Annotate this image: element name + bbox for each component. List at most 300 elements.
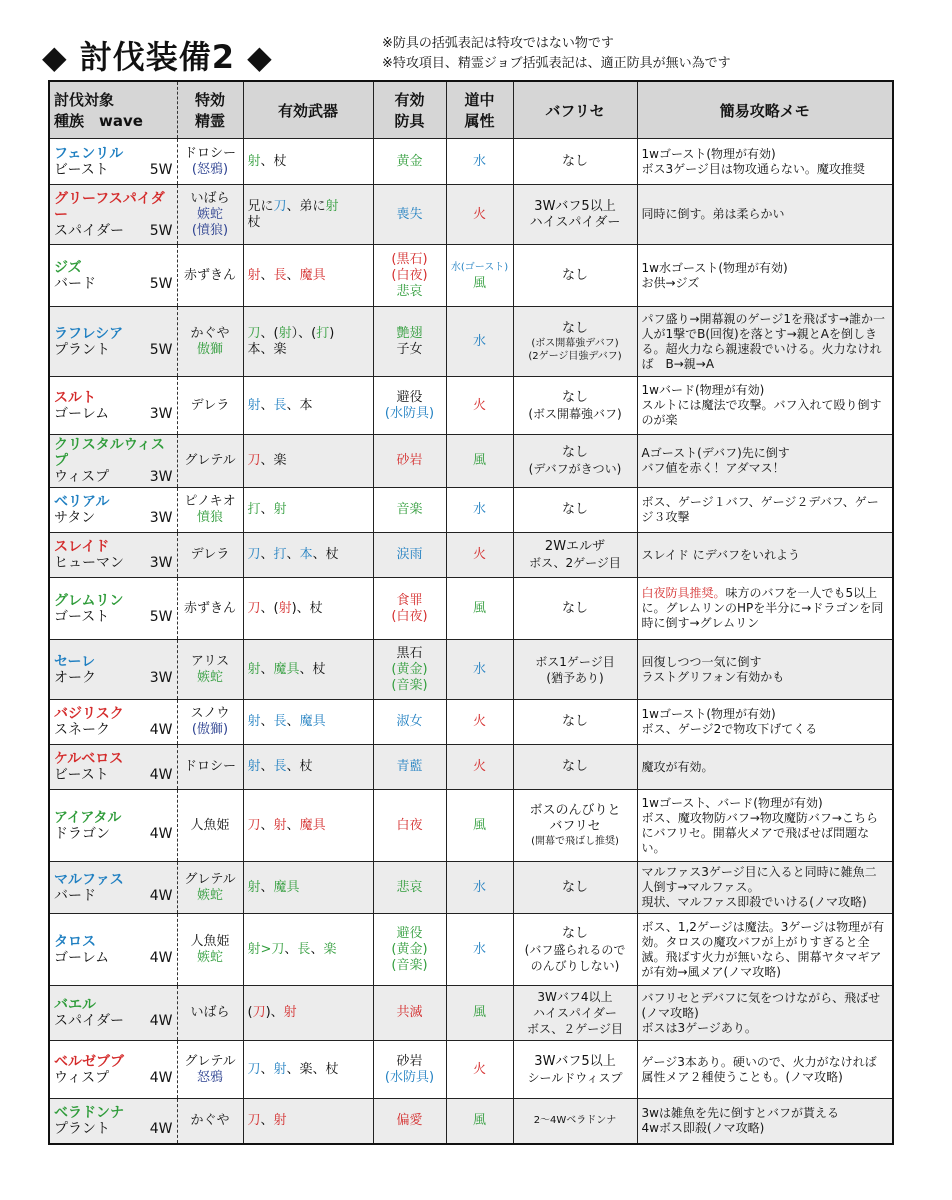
target-name: バジリスク [54, 706, 124, 722]
weapon-text: 、杖 [260, 153, 287, 169]
weapon-text: 射 [273, 1061, 287, 1077]
target-race: ウィスプ [54, 1069, 110, 1086]
memo-cell [637, 435, 893, 488]
target-cell [49, 862, 177, 914]
buff-text: なし [561, 502, 588, 517]
weapon-text: 、杖 [312, 547, 339, 562]
buff-cell [513, 139, 637, 185]
buff-text: (2ゲージ目強デバフ) [528, 350, 622, 362]
attr-text: 水(ゴースト) [450, 261, 509, 273]
table-row [49, 435, 893, 488]
attr-text: 水 [472, 153, 486, 169]
target-wave: 4W [149, 1120, 173, 1137]
weapon-text: 射 [247, 661, 261, 677]
header-memo: 簡易攻略メモ [637, 81, 893, 139]
header-weapon: 有効武器 [243, 81, 373, 139]
buff-text: (ボス開幕強バフ) [528, 406, 622, 421]
weapon-text: 刀 [247, 325, 261, 341]
memo-cell [637, 862, 893, 914]
spirit-cell [177, 862, 243, 914]
memo-cell [637, 700, 893, 745]
armor-cell [373, 533, 446, 578]
spirit-cell [177, 435, 243, 488]
attr-cell [446, 307, 513, 377]
target-cell [49, 435, 177, 488]
target-cell [49, 745, 177, 790]
target-race: ゴーレム [54, 949, 110, 966]
weapon-text: 長 [273, 714, 287, 729]
weapon-cell [243, 1041, 373, 1099]
weapon-cell [243, 640, 373, 700]
target-wave: 5W [149, 341, 173, 358]
buff-text: なし [561, 320, 588, 336]
target-cell [49, 307, 177, 377]
weapon-text: 、( [260, 325, 279, 341]
attr-text: 火 [472, 759, 486, 774]
spirit-text: アリス [190, 653, 230, 669]
spirit-text: デレラ [190, 397, 230, 413]
spirit-text: 赤ずきん [183, 600, 236, 616]
spirit-cell [177, 1099, 243, 1144]
target-race-wave [54, 510, 173, 526]
table-row [49, 862, 893, 914]
armor-text: 青藍 [396, 759, 423, 774]
attr-text: 水 [472, 661, 486, 677]
notes [382, 34, 731, 74]
weapon-text: 、 [260, 759, 274, 774]
table-row [49, 185, 893, 245]
table-body [49, 139, 893, 1144]
attr-text: 風 [472, 817, 486, 833]
target-race: スパイダー [54, 222, 124, 239]
weapon-text: 、 [260, 714, 274, 729]
memo-cell [637, 986, 893, 1041]
note-line: ※防具の括弧表記は特攻ではない物です [382, 36, 614, 51]
attr-text: 水 [472, 502, 486, 517]
weapon-text: 、 [286, 547, 300, 562]
buff-cell [513, 640, 637, 700]
buff-text: ボス、２ゲージ目 [526, 1022, 624, 1036]
buff-text: 2Wエルザ [544, 539, 606, 554]
target-wave: 4W [149, 949, 173, 966]
weapon-text: 射 [273, 817, 287, 833]
target-wave: 5W [149, 161, 173, 178]
weapon-text: 、 [260, 397, 274, 413]
target-race: スネーク [54, 722, 110, 738]
memo-text: ゲージ3本あり。硬いので、火力がなければ属性メア２種使うことも。(ノマ攻略) [641, 1054, 877, 1084]
memo-text: ボスは3ゲージあり。 [641, 1020, 757, 1035]
armor-text: 淑女 [396, 714, 423, 729]
buff-cell [513, 435, 637, 488]
buff-cell [513, 533, 637, 578]
armor-cell [373, 578, 446, 640]
weapon-text: 、弟に [286, 198, 326, 214]
table-row [49, 640, 893, 700]
target-name: アイアタル [54, 809, 122, 826]
target-wave: 3W [149, 405, 173, 422]
weapon-text: 打 [247, 502, 261, 517]
target-race: ビースト [54, 161, 109, 178]
table-row [49, 914, 893, 986]
spirit-text: グレテル [184, 871, 236, 887]
weapon-text: 、楽 [260, 453, 287, 468]
weapon-text: 刀 [247, 600, 261, 616]
target-cell [49, 914, 177, 986]
target-wave: 3W [149, 555, 173, 571]
weapon-cell [243, 307, 373, 377]
spirit-text: 嫉蛇 [196, 887, 223, 903]
attr-cell [446, 1099, 513, 1144]
spirit-text: グレテル [184, 1053, 236, 1069]
weapon-text: 、 [260, 547, 274, 562]
armor-text: 共滅 [396, 1005, 423, 1020]
spirit-cell [177, 745, 243, 790]
memo-text: 1w水ゴースト(物理が有効) [641, 260, 788, 275]
memo-text: ボス、ゲージ１バフ、ゲージ２デバフ、ゲージ３攻撃 [641, 495, 879, 524]
memo-text: パフ盛り→開幕親のゲージ1を飛ばす→誰か一人が1撃でB(回復)を落とす→親とAを倒しきる。超火力なら親速殺でいける。火力なければ B→親→A [641, 311, 886, 371]
spirit-text: スノウ [190, 706, 230, 721]
armor-cell [373, 640, 446, 700]
memo-text: 魔攻が有効。 [641, 759, 714, 774]
memo-cell [637, 245, 893, 307]
memo-text: 4wボス即殺(ノマ攻略) [641, 1120, 765, 1135]
buff-cell [513, 862, 637, 914]
weapon-text: 、( [260, 600, 279, 616]
memo-text: 1wバード(物理が有効) [641, 383, 765, 397]
weapon-cell [243, 700, 373, 745]
weapon-text: 、 [260, 1061, 274, 1077]
attr-text: 風 [472, 600, 486, 616]
armor-cell [373, 700, 446, 745]
weapon-text: 魔具 [273, 661, 300, 677]
memo-text: ラストグリフォン有効かも [641, 669, 785, 684]
armor-cell [373, 745, 446, 790]
weapon-text: 、 [260, 879, 274, 895]
spirit-cell [177, 914, 243, 986]
table-row [49, 533, 893, 578]
buff-cell [513, 1099, 637, 1144]
spirit-cell [177, 245, 243, 307]
weapon-text: 射 [325, 198, 339, 214]
buff-text: ハイスパイダー [533, 1006, 617, 1020]
armor-cell [373, 245, 446, 307]
weapon-text: 、杖 [286, 759, 313, 774]
table-row [49, 790, 893, 862]
armor-text: 避役 [396, 925, 423, 941]
target-name: グレムリン [54, 592, 124, 609]
subjugation-table [48, 80, 894, 1145]
memo-text: 現状、マルファス即殺でいける(ノマ攻略) [641, 895, 867, 909]
memo-text: 1wゴースト(物理が有効) [641, 707, 776, 721]
attr-cell [446, 488, 513, 533]
target-cell [49, 377, 177, 435]
note-line: ※特攻項目、精霊ジョブ括弧表記は、適正防具が無い為です [382, 56, 731, 71]
buff-cell [513, 914, 637, 986]
weapon-text: 射>刀 [247, 941, 285, 957]
attr-cell [446, 435, 513, 488]
weapon-text: 刀 [252, 1005, 266, 1020]
spirit-text: 嫉蛇 [196, 949, 223, 965]
memo-text: マルファス3ゲージ目に入ると同時に雑魚二人倒す→マルファス。 [641, 865, 877, 894]
armor-cell [373, 986, 446, 1041]
buff-text: (バフ盛られるので [524, 942, 626, 957]
buff-text: 2～4Wベラドンナ [533, 1115, 617, 1127]
armor-text: (黄金) [391, 941, 428, 957]
spirit-cell [177, 307, 243, 377]
attr-cell [446, 986, 513, 1041]
weapon-cell [243, 377, 373, 435]
spirit-text: (憤狼) [191, 222, 229, 238]
memo-cell [637, 745, 893, 790]
spirit-cell [177, 700, 243, 745]
armor-cell [373, 790, 446, 862]
buff-text: なし [561, 389, 588, 405]
buff-text: のんびりしない) [530, 958, 620, 973]
buff-cell [513, 700, 637, 745]
header-spirit: 特効 精霊 [177, 81, 243, 139]
memo-cell [637, 640, 893, 700]
target-cell [49, 245, 177, 307]
weapon-text: 刀 [247, 817, 261, 833]
weapon-text: 、 [260, 502, 274, 517]
armor-text: 食罪 [396, 592, 423, 608]
armor-text: (音楽) [391, 957, 428, 973]
weapon-cell [243, 986, 373, 1041]
attr-cell [446, 790, 513, 862]
target-name: ケルベロス [54, 751, 124, 767]
spirit-cell [177, 377, 243, 435]
armor-cell [373, 862, 446, 914]
spirit-text: 傲獅 [196, 341, 223, 357]
memo-cell [637, 307, 893, 377]
attr-cell [446, 139, 513, 185]
target-wave: 4W [149, 1069, 173, 1086]
header-buff-reset: バフリセ [513, 81, 637, 139]
table-row [49, 245, 893, 307]
weapon-cell [243, 914, 373, 986]
memo-cell [637, 185, 893, 245]
buff-cell [513, 1041, 637, 1099]
armor-text: 悲哀 [396, 283, 423, 299]
armor-text: (水防具) [384, 1069, 435, 1085]
attr-text: 火 [472, 1061, 486, 1077]
attr-cell [446, 700, 513, 745]
memo-cell [637, 790, 893, 862]
buff-cell [513, 578, 637, 640]
table-row [49, 700, 893, 745]
buff-text: なし [561, 153, 588, 169]
weapon-text: 打 [316, 325, 330, 341]
target-wave: 5W [149, 275, 173, 292]
weapon-text: 射 [247, 397, 261, 413]
weapon-text: 長 [273, 267, 287, 283]
target-race: ゴースト [54, 608, 110, 625]
target-wave: 4W [149, 722, 173, 738]
attr-cell [446, 862, 513, 914]
armor-text: (白夜) [391, 267, 428, 283]
buff-text: なし [561, 600, 588, 616]
attr-cell [446, 578, 513, 640]
weapon-text: 、 [260, 817, 274, 833]
weapon-text: 射 [278, 600, 292, 616]
spirit-cell [177, 640, 243, 700]
memo-text: ボス、1,2ゲージは魔法。3ゲージは物理が有効。タロスの魔攻バフが上がりすぎると全滅。飛ばす火力が無いなら、開幕ヤタマギアが有効→風メア(ノマ攻略) [641, 919, 885, 979]
weapon-text: 刀 [247, 547, 261, 562]
weapon-cell [243, 185, 373, 245]
weapon-cell [243, 435, 373, 488]
memo-cell [637, 578, 893, 640]
weapon-text: 、 [260, 661, 274, 677]
weapon-cell [243, 745, 373, 790]
spirit-text: 赤ずきん [183, 267, 236, 283]
buff-text: ボス1ゲージ目 [535, 654, 615, 669]
target-race: オーク [54, 669, 96, 686]
target-name: ベラドンナ [54, 1104, 124, 1121]
weapon-text: 、楽、杖 [286, 1061, 339, 1077]
armor-cell [373, 185, 446, 245]
weapon-text: )、 [265, 1005, 284, 1020]
weapon-cell [243, 862, 373, 914]
buff-cell [513, 307, 637, 377]
weapon-text: 魔具 [299, 267, 326, 283]
attr-cell [446, 914, 513, 986]
memo-text: 回復しつつ一気に倒す [641, 654, 762, 669]
attr-text: 火 [472, 206, 486, 222]
weapon-text: 刀 [247, 453, 261, 468]
armor-text: 白夜 [396, 817, 423, 833]
buff-text: なし [561, 714, 588, 729]
target-race-wave [54, 767, 173, 783]
attr-cell [446, 745, 513, 790]
weapon-cell [243, 139, 373, 185]
armor-text: 悲哀 [396, 879, 423, 895]
weapon-text: 射 [273, 1112, 287, 1128]
target-wave: 3W [149, 510, 173, 526]
target-cell [49, 533, 177, 578]
target-race-wave [54, 406, 173, 422]
memo-text: ボス3ゲージ目は物攻通らない。魔攻推奨 [641, 161, 865, 176]
armor-text: 砂岩 [396, 453, 423, 468]
buff-text: (開幕で飛ばし推奨) [531, 836, 619, 847]
buff-text: バフリセ [549, 819, 601, 834]
weapon-cell [243, 488, 373, 533]
memo-text: スルトには魔法で攻撃。バフ入れて殴り倒すのが楽 [641, 398, 882, 427]
armor-cell [373, 1099, 446, 1144]
spirit-text: 嫉蛇 [196, 206, 223, 222]
spirit-text: いばら [190, 190, 230, 206]
weapon-text: 魔具 [299, 817, 326, 833]
weapon-text: 長 [273, 759, 287, 774]
spirit-text: (怒鴉) [191, 161, 229, 177]
spirit-cell [177, 488, 243, 533]
weapon-text: 射 [247, 879, 261, 895]
attr-cell [446, 533, 513, 578]
table-row [49, 488, 893, 533]
table-row [49, 377, 893, 435]
weapon-text: 射 [247, 759, 261, 774]
spirit-text: 人魚姫 [190, 933, 230, 949]
memo-cell [637, 533, 893, 578]
armor-text: (黄金) [391, 661, 428, 677]
memo-text: ボス、魔攻物防バフ→物攻魔防バフ→こちらにバフリセ。開幕火メアで飛ばせば問題ない。 [641, 810, 878, 855]
attr-text: 火 [472, 397, 486, 413]
weapon-text: 、 [286, 817, 300, 833]
weapon-text: 打 [273, 547, 287, 562]
buff-text: (デバフがきつい) [528, 462, 622, 476]
weapon-text: 射 [278, 325, 292, 341]
memo-text: Aゴースト(デバフ)先に倒す [641, 446, 790, 460]
memo-cell [637, 1041, 893, 1099]
target-name: フェンリル [54, 145, 124, 162]
weapon-text: 、 [286, 714, 300, 729]
armor-cell [373, 914, 446, 986]
buff-text: ボス、2ゲージ目 [529, 556, 621, 570]
weapon-text: )、杖 [291, 600, 323, 616]
armor-text: 喪失 [396, 206, 423, 222]
target-race: ゴーレム [54, 405, 110, 422]
weapon-text: 、 [260, 267, 274, 283]
weapon-cell [243, 578, 373, 640]
weapon-text: 射 [283, 1005, 297, 1020]
attr-cell [446, 377, 513, 435]
target-wave: 5W [149, 222, 173, 239]
memo-cell [637, 377, 893, 435]
spirit-cell [177, 1041, 243, 1099]
memo-text: ボス、ゲージ2で物攻下げてくる [641, 722, 818, 736]
armor-text: (黒石) [391, 251, 428, 267]
spirit-text: ドロシー [183, 759, 236, 774]
buff-text: 3Wバフ4以上 [537, 990, 613, 1004]
attr-text: 水 [472, 333, 486, 349]
target-race: スパイダー [54, 1013, 124, 1029]
attr-text: 風 [472, 1005, 486, 1020]
target-race: サタン [54, 510, 96, 526]
target-race-wave [54, 162, 173, 178]
memo-cell [637, 139, 893, 185]
table-row [49, 745, 893, 790]
target-name: ベルゼブブ [54, 1053, 124, 1070]
spirit-cell [177, 533, 243, 578]
attr-cell [446, 1041, 513, 1099]
buff-text: (猶予あり) [546, 670, 604, 685]
attr-cell [446, 640, 513, 700]
spirit-text: 憤狼 [196, 510, 223, 525]
weapon-text: 射 [247, 153, 261, 169]
target-race: バード [54, 275, 96, 292]
buff-cell [513, 245, 637, 307]
weapon-text: 杖 [247, 214, 261, 230]
spirit-cell [177, 790, 243, 862]
weapon-cell [243, 533, 373, 578]
armor-text: (水防具) [384, 405, 435, 421]
buff-cell [513, 986, 637, 1041]
buff-text: なし [561, 267, 588, 283]
buff-text: 3Wバフ5以上 [534, 1053, 616, 1069]
target-cell [49, 640, 177, 700]
target-race: ウィスプ [54, 469, 110, 485]
weapon-text: 、杖 [299, 661, 326, 677]
target-cell [49, 185, 177, 245]
target-name: スルト [54, 389, 96, 406]
memo-text: バフリセとデバフに気をつけながら、飛ばせ(ノマ攻略) [641, 990, 881, 1020]
weapon-text: 刀 [247, 1112, 261, 1128]
memo-cell [637, 1099, 893, 1144]
memo-text: 同時に倒す。弟は柔らかい [641, 207, 785, 221]
armor-cell [373, 435, 446, 488]
weapon-cell [243, 1099, 373, 1144]
attr-text: 火 [472, 714, 486, 729]
memo-text: バフ値を赤く！アダマス！ [641, 461, 785, 475]
